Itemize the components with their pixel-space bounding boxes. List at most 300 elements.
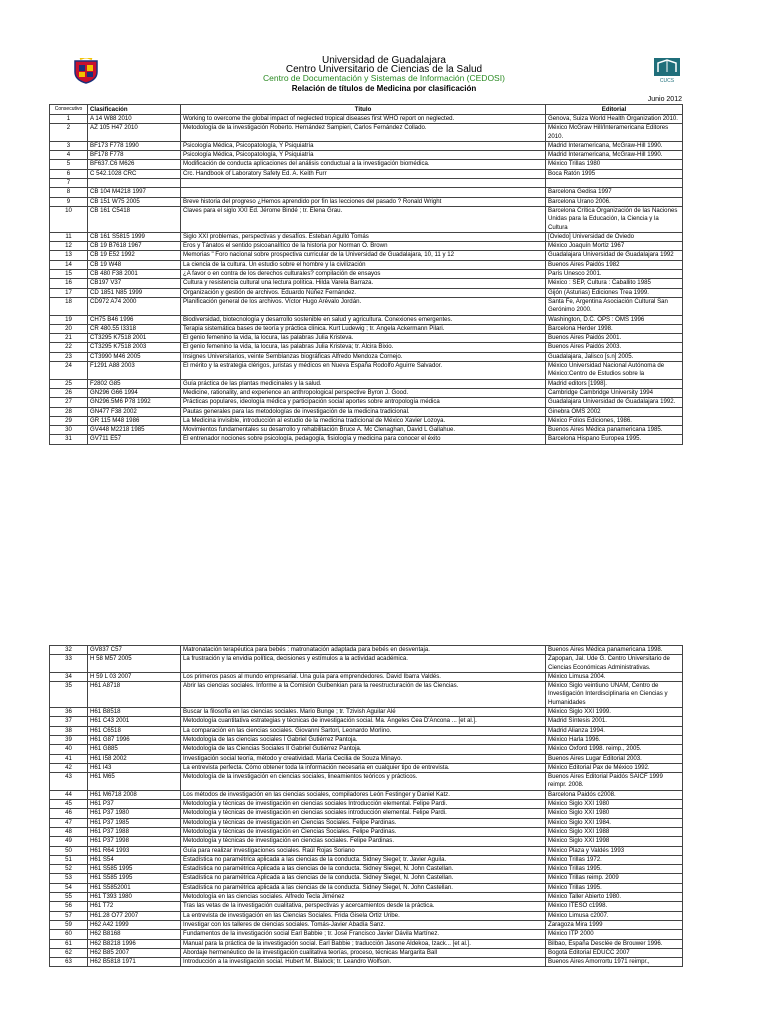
cell-consecutivo: 3	[50, 141, 88, 150]
cell-consecutivo: 8	[50, 188, 88, 197]
table-row	[50, 270, 683, 279]
cell-editorial: México Harla 1996.	[546, 735, 683, 744]
cell-clasificacion	[88, 179, 181, 188]
cell-clasificacion: H61 P37 1988	[88, 827, 181, 836]
cell-clasificacion: H61 R64 1993	[88, 846, 181, 855]
cell-clasificacion: CB 151 W75 2005	[88, 197, 181, 206]
cell-clasificacion: H61 P37 1985	[88, 818, 181, 827]
cell-clasificacion: H61 C6518	[88, 726, 181, 735]
cell-clasificacion: H62 B5818 1971	[88, 958, 181, 967]
table-row	[50, 416, 683, 425]
cell-consecutivo: 10	[50, 206, 88, 232]
report-subtitle: Relación de títulos de Medicina por clasificación	[291, 84, 477, 93]
cell-editorial: México ITESO c1998.	[546, 902, 683, 911]
table-row	[50, 818, 683, 827]
cell-consecutivo: 60	[50, 930, 88, 939]
cell-editorial: México Plaza y Valdés 1993	[546, 846, 683, 855]
cell-consecutivo: 30	[50, 426, 88, 435]
cell-editorial: Guadalajara, Jalisco [s.n] 2005.	[546, 352, 683, 361]
cell-consecutivo: 62	[50, 948, 88, 957]
cell-consecutivo: 5	[50, 160, 88, 169]
cell-clasificacion: CB 161 S5815 1999	[88, 232, 181, 241]
cell-editorial: Madrid Interamericana, McGraw-Hill 1990.	[546, 151, 683, 160]
cell-consecutivo: 9	[50, 197, 88, 206]
cell-consecutivo: 38	[50, 726, 88, 735]
cell-editorial: Genova, Suiza World Health Organization 2010.	[546, 115, 683, 124]
cell-clasificacion: H61 S54	[88, 855, 181, 864]
cell-editorial: Buenos Aires Médica panamericana 1998.	[546, 646, 683, 655]
cell-clasificacion: H62 B85 2007	[88, 948, 181, 957]
cell-clasificacion: H61 S5852001	[88, 883, 181, 892]
cell-titulo: El genio femenino la vida, la locura, las palabras Julia Kristeva; tr. Alcira Bixio.	[181, 343, 546, 352]
cell-titulo: La entrevista perfecta. Cómo obtener toda la información necesaria en cualquier tipo de entrevista.	[181, 763, 546, 772]
table-row	[50, 893, 683, 902]
table-row	[50, 883, 683, 892]
cell-titulo: Metodología de la investigación Roberto. Hernández Sampieri, Carlos Fernández Collado.	[181, 124, 546, 142]
cell-titulo: Estadística no paramétrica aplicada a las ciencias de la conducta. Sidney Siegel; tr. Javier Aguila.	[181, 855, 546, 864]
cell-clasificacion: H62 A42 1999	[88, 920, 181, 929]
cell-clasificacion: CH75 B46 1996	[88, 315, 181, 324]
table-row	[50, 790, 683, 799]
cell-titulo: Insignes Universitarios, veinte Semblanzas biográficas Alfredo Mendoza Cornejo.	[181, 352, 546, 361]
cell-consecutivo: 29	[50, 416, 88, 425]
table-row	[50, 911, 683, 920]
cell-editorial: Madrid Interamericana, McGraw-Hill 1990.	[546, 141, 683, 150]
cell-clasificacion: H61 T72	[88, 902, 181, 911]
cell-clasificacion: A 14 W88 2010	[88, 115, 181, 124]
cell-consecutivo: 56	[50, 902, 88, 911]
logo-text: CUCS	[659, 78, 675, 84]
cell-editorial: México Limusa c2007.	[546, 911, 683, 920]
cell-editorial: Buenos Aires Lugar Editorial 2003.	[546, 754, 683, 763]
table-body	[50, 115, 683, 445]
cell-clasificacion: CB 19 W48	[88, 260, 181, 269]
cell-consecutivo: 20	[50, 324, 88, 333]
cell-editorial: Zaragoza Mira 1999	[546, 920, 683, 929]
cell-editorial: Buenos Aires Editorial Paidós SAICF 1999 reimpr. 2008.	[546, 773, 683, 791]
table-row	[50, 242, 683, 251]
cell-consecutivo: 7	[50, 179, 88, 188]
cell-titulo: Abrir las ciencias sociales. Informe a la Comisión Gulbenkian para la reestructuración de las Ciencias.	[181, 682, 546, 708]
cell-clasificacion: GN296 G66 1994	[88, 388, 181, 397]
cell-editorial: Boca Ratón 1995	[546, 169, 683, 178]
cell-clasificacion: CB 104 M4218 1997	[88, 188, 181, 197]
cell-consecutivo: 53	[50, 874, 88, 883]
cell-titulo: Los métodos de investigación en las ciencias sociales, compiladores León Festinger y Daniel Katz.	[181, 790, 546, 799]
cell-titulo: Metodología cuantitativa estrategias y técnicas de investigación social. Ma. Ángeles Cea D'Ancona ... [et al.].	[181, 717, 546, 726]
cell-consecutivo: 55	[50, 893, 88, 902]
cell-consecutivo: 57	[50, 911, 88, 920]
cell-consecutivo: 13	[50, 251, 88, 260]
cell-consecutivo: 46	[50, 809, 88, 818]
table-row	[50, 773, 683, 791]
table-row	[50, 717, 683, 726]
cell-consecutivo: 33	[50, 655, 88, 673]
table-row	[50, 874, 683, 883]
cell-titulo: Terapia sistemática bases de teoría y práctica clínica. Kurt Ludewig ; tr. Ángela Ackermann Pilari.	[181, 324, 546, 333]
cell-clasificacion: H61 P37	[88, 800, 181, 809]
table-row	[50, 206, 683, 232]
cell-consecutivo: 32	[50, 646, 88, 655]
cell-editorial: Guadalajara Universidad de Guadalajara 1992	[546, 251, 683, 260]
cell-titulo: Estadística no paramétrica Aplicada a las ciencias de la conducta. Sidney Siegel, N. John Castellan.	[181, 865, 546, 874]
cell-editorial: México Trillas 1980	[546, 160, 683, 169]
cell-clasificacion: H61 B8518	[88, 708, 181, 717]
cell-titulo: Psicología Médica, Psicopatología, Y Psiquiatría	[181, 141, 546, 150]
cell-editorial: México Siglo XXI 1988	[546, 827, 683, 836]
cell-consecutivo: 2	[50, 124, 88, 142]
cell-editorial: México : SEP, Cultura : Caballito 1985	[546, 279, 683, 288]
report-date: Junio 2012	[647, 96, 682, 103]
cell-consecutivo: 6	[50, 169, 88, 178]
cell-editorial: México Trillas 1995.	[546, 865, 683, 874]
cell-editorial: México McGraw Hill/Interamericana Editores 2010.	[546, 124, 683, 142]
cell-clasificacion: H61 S585 1995	[88, 865, 181, 874]
table-row	[50, 902, 683, 911]
cell-titulo	[181, 188, 546, 197]
cell-editorial: Bilbao, España Desclée de Brouwer 1996.	[546, 939, 683, 948]
cell-clasificacion: CB 19 E52 1992	[88, 251, 181, 260]
table-row	[50, 260, 683, 269]
cell-titulo: Modificación de conducta aplicaciones del análisis conductual a la investigación biomédica.	[181, 160, 546, 169]
table-row	[50, 939, 683, 948]
table-row	[50, 672, 683, 681]
cell-editorial: Madrid editors [1998].	[546, 379, 683, 388]
table-row	[50, 407, 683, 416]
document-header	[0, 0, 768, 103]
cell-editorial: Santa Fe, Argentina Asociación Cultural San Gerónimo 2000.	[546, 297, 683, 315]
table-row	[50, 827, 683, 836]
cell-titulo: Fundamentos de la investigación social Earl Babbie ; tr. José Francisco Javier Dávila Martínez.	[181, 930, 546, 939]
cell-clasificacion: H61 A8718	[88, 682, 181, 708]
cell-consecutivo: 39	[50, 735, 88, 744]
cell-editorial: Barcelona Urano 2006.	[546, 197, 683, 206]
cell-clasificacion: C 542.1028 CRC	[88, 169, 181, 178]
cell-consecutivo: 50	[50, 846, 88, 855]
table-row	[50, 315, 683, 324]
cell-editorial: Zapopan, Jal. Ude G. Centro Universitario de Ciencias Económicas Administrativas.	[546, 655, 683, 673]
cell-titulo: Abordaje hermenéutico de la investigación cualitativa teorías, proceso, técnicas Margarita Ball	[181, 948, 546, 957]
cell-clasificacion: H61 P37 1980	[88, 809, 181, 818]
cell-editorial: Buenos Aires Amorrortu 1971 reimpr.,	[546, 958, 683, 967]
cell-clasificacion: CR 480.55 I3318	[88, 324, 181, 333]
table-row	[50, 708, 683, 717]
table-row	[50, 754, 683, 763]
cell-editorial: Bogotá Editorial EDUCC 2007	[546, 948, 683, 957]
cell-clasificacion: H61 S585 1995	[88, 874, 181, 883]
table-row	[50, 334, 683, 343]
cell-titulo: Estadística no paramétrica aplicada a las ciencias de la conducta. Sidney Siegel, N. John Castellan.	[181, 883, 546, 892]
cell-clasificacion: CT3990 M46 2005	[88, 352, 181, 361]
cell-consecutivo: 43	[50, 773, 88, 791]
cell-clasificacion: BF173 F778 1990	[88, 141, 181, 150]
cell-editorial: México Siglo veintiuno UNAM, Centro de Investigación Interdisciplinaria en Ciencias y Humanidades	[546, 682, 683, 708]
cell-editorial: México Folios Ediciones, 1986.	[546, 416, 683, 425]
cell-editorial: México Joaquín Mortiz 1967	[546, 242, 683, 251]
cell-consecutivo: 28	[50, 407, 88, 416]
cell-consecutivo: 44	[50, 790, 88, 799]
cell-titulo: Metodología y técnicas de investigación en ciencias sociales introducción elemental. Felipe Pardi.	[181, 809, 546, 818]
table-row	[50, 763, 683, 772]
cell-clasificacion: BF178 F778	[88, 151, 181, 160]
cell-consecutivo: 48	[50, 827, 88, 836]
cell-consecutivo: 54	[50, 883, 88, 892]
cell-consecutivo: 15	[50, 270, 88, 279]
table-row	[50, 865, 683, 874]
cell-editorial: Barcelona Crítica Organización de las Naciones Unidas para la Educación, la Ciencia y la Cultura	[546, 206, 683, 232]
cell-clasificacion: H62 B8218 1996	[88, 939, 181, 948]
table-row	[50, 846, 683, 855]
cell-consecutivo: 35	[50, 682, 88, 708]
cell-clasificacion: H61 G885	[88, 745, 181, 754]
table-row	[50, 948, 683, 957]
table-row	[50, 726, 683, 735]
cell-titulo: Buscar la filosofía en las ciencias sociales. Mario Bunge ; tr. Tzivish Aguilar Alé	[181, 708, 546, 717]
cell-clasificacion: H 59 L 03 2007	[88, 672, 181, 681]
table-row	[50, 435, 683, 444]
cell-clasificacion: H 58 M57 2005	[88, 655, 181, 673]
cell-editorial: Barcelona Herder 1998.	[546, 324, 683, 333]
cell-titulo: Metodología en las ciencias sociales. Alfredo Tecla Jiménez	[181, 893, 546, 902]
cell-titulo	[181, 179, 546, 188]
cell-consecutivo: 17	[50, 288, 88, 297]
table-row	[50, 115, 683, 124]
cell-editorial: México ITP 2000	[546, 930, 683, 939]
table-row	[50, 251, 683, 260]
cell-clasificacion: CB 480 F38 2001	[88, 270, 181, 279]
cell-editorial: Ginebra OMS 2002	[546, 407, 683, 416]
cell-titulo: Tras las vetas de la investigación cualitativa, perspectivas y acercamientos desde la práctica.	[181, 902, 546, 911]
cell-editorial: Gijón (Asturias) Ediciones Trea 1999.	[546, 288, 683, 297]
unit-name: Centro de Documentación y Sistemas de Información (CEDOSI)	[263, 73, 505, 83]
cell-titulo: Siglo XXI problemas, perspectivas y desafíos. Esteban Agulló Tomás	[181, 232, 546, 241]
cell-clasificacion: GN296.5M6 P78 1992	[88, 398, 181, 407]
cell-editorial: México Limusa 2004.	[546, 672, 683, 681]
cell-clasificacion: H61 M65	[88, 773, 181, 791]
cell-titulo: Psicología Médica, Psicopatología, Y Psiquiatría	[181, 151, 546, 160]
cell-consecutivo: 14	[50, 260, 88, 269]
cell-clasificacion: CT3295 K7518 2001	[88, 334, 181, 343]
cell-titulo: Organización y gestión de archivos. Eduardo Núñez Fernández.	[181, 288, 546, 297]
cell-editorial: Cambridge Cambridge University 1994	[546, 388, 683, 397]
cell-titulo: Manual para la práctica de la investigación social. Earl Babbie ; traducción Jasone Aldekoa, Izack... [et al.].	[181, 939, 546, 948]
cell-editorial: México Siglo XXI 1999.	[546, 708, 683, 717]
cell-titulo: La entrevista de investigación en las Ciencias Sociales. Frida Gisela Ortiz Uribe.	[181, 911, 546, 920]
cell-editorial: Buenos Aires Paidós 1982	[546, 260, 683, 269]
cell-titulo: Prácticas populares, ideología médica y participación social aportes sobre antropología médica	[181, 398, 546, 407]
cell-consecutivo: 40	[50, 745, 88, 754]
table-row	[50, 141, 683, 150]
table-row	[50, 197, 683, 206]
cell-clasificacion: CB 19 B7618 1967	[88, 242, 181, 251]
cell-editorial: Buenos Aires Paidós 2003.	[546, 343, 683, 352]
cell-consecutivo: 52	[50, 865, 88, 874]
cell-editorial: Barcelona Paidós c2008.	[546, 790, 683, 799]
table-row	[50, 362, 683, 380]
table-row	[50, 426, 683, 435]
cell-consecutivo: 11	[50, 232, 88, 241]
cell-clasificacion: H62 B8168	[88, 930, 181, 939]
cell-editorial: Barcelona Hispano Europea 1995.	[546, 435, 683, 444]
column-header-titulo: Título	[181, 105, 546, 115]
cell-consecutivo: 45	[50, 800, 88, 809]
table-row	[50, 958, 683, 967]
cell-titulo: Metodología de las ciencias sociales I Gabriel Gutiérrez Pantoja.	[181, 735, 546, 744]
cell-titulo: La comparación en las ciencias sociales. Giovanni Sartori, Leonardo Morlino.	[181, 726, 546, 735]
cell-clasificacion: CT3295 K7518 2003	[88, 343, 181, 352]
cell-titulo: Investigación social teoría, método y creatividad. María Cecilia de Souza Minayo.	[181, 754, 546, 763]
cell-titulo: Metodología de las Ciencias Sociales II Gabriel Gutiérrez Pantoja.	[181, 745, 546, 754]
cell-consecutivo: 25	[50, 379, 88, 388]
cell-clasificacion: F2802 G85	[88, 379, 181, 388]
cell-consecutivo: 27	[50, 398, 88, 407]
cell-editorial: París Unesco 2001.	[546, 270, 683, 279]
table-row	[50, 388, 683, 397]
cell-editorial: México Trillas 1972.	[546, 855, 683, 864]
cell-consecutivo: 41	[50, 754, 88, 763]
cell-consecutivo: 42	[50, 763, 88, 772]
cell-titulo: El entrenador nociones sobre psicología, pedagogía, fisiología y medicina para conocer el éxito	[181, 435, 546, 444]
cell-editorial: Barcelona Gedisa 1997	[546, 188, 683, 197]
cell-titulo: Matronatación terapéutica para bebés : matronatación adaptada para bebés en desventaja.	[181, 646, 546, 655]
table-row	[50, 855, 683, 864]
table-row	[50, 735, 683, 744]
table-row	[50, 160, 683, 169]
cell-consecutivo: 34	[50, 672, 88, 681]
cell-titulo: La Medicina invisible, introducción al estudio de la medicina tradicional de México Xavier Lozoya.	[181, 416, 546, 425]
cell-clasificacion: GR 115 M48 1986	[88, 416, 181, 425]
cell-consecutivo: 36	[50, 708, 88, 717]
cell-titulo: Crc. Handbook of Laboratory Safety Ed. A. Keith Furr	[181, 169, 546, 178]
cell-editorial: México Oxford 1998. reimp., 2005.	[546, 745, 683, 754]
table-row	[50, 232, 683, 241]
cell-titulo: Metodología y técnicas de investigación en Ciencias Sociales. Felipe Pardinas.	[181, 827, 546, 836]
cell-titulo: Eros y Tánatos el sentido psicoanalítico de la historia por Norman O. Brown	[181, 242, 546, 251]
table-row	[50, 379, 683, 388]
cell-consecutivo: 16	[50, 279, 88, 288]
cell-consecutivo: 63	[50, 958, 88, 967]
cell-consecutivo: 23	[50, 352, 88, 361]
cell-editorial: México Trillas reimp. 2009	[546, 874, 683, 883]
cell-titulo: Planificación general de los archivos. Víctor Hugo Arévalo Jordán.	[181, 297, 546, 315]
cell-clasificacion: CD 1851 N85 1999	[88, 288, 181, 297]
cell-editorial: México Siglo XXI 1980	[546, 809, 683, 818]
cell-titulo: El genio femenino la vida, la locura, las palabras Julia Kristeva.	[181, 334, 546, 343]
table-row	[50, 646, 683, 655]
cell-titulo: Investigar con los talleres de ciencias sociales. Tomás-Javier Abadía Sanz.	[181, 920, 546, 929]
table-row	[50, 398, 683, 407]
table-row	[50, 288, 683, 297]
cell-titulo: Metodología y técnicas de investigación en ciencias sociales Introducción elemental. Felipe Pardi.	[181, 800, 546, 809]
table-row	[50, 151, 683, 160]
cell-titulo: La frustración y la envidia política, decisiones y estímulos a la actividad académica.	[181, 655, 546, 673]
cell-clasificacion: BF637.C6 M626	[88, 160, 181, 169]
cell-editorial: México Taller Abierto 1980.	[546, 893, 683, 902]
column-header-consecutivo: Consecutivo	[50, 105, 88, 115]
cell-consecutivo: 59	[50, 920, 88, 929]
cell-clasificacion: GV711 E57	[88, 435, 181, 444]
cell-titulo: Metodología y técnicas de investigación en Ciencias Sociales. Felipe Pardinas.	[181, 818, 546, 827]
cell-titulo: ¿A favor o en contra de los derechos culturales? compilación de ensayos	[181, 270, 546, 279]
column-header-clasificacion: Clasificación	[88, 105, 181, 115]
cell-consecutivo: 51	[50, 855, 88, 864]
cell-titulo: Breve historia del progreso ¿Hemos aprendido por fin las lecciones del pasado ? Ronald Wright	[181, 197, 546, 206]
table-row	[50, 279, 683, 288]
cell-titulo: Metodología y técnicas de investigación en ciencias sociales. Felipe Pardinas.	[181, 837, 546, 846]
cell-editorial: [Oviedo] Universidad de Oviedo	[546, 232, 683, 241]
table-body	[50, 646, 683, 967]
cell-clasificacion: H61.28 O77 2007	[88, 911, 181, 920]
table-row	[50, 920, 683, 929]
catalog-table-bottom	[49, 645, 683, 967]
cell-titulo: Introducción a la investigación social. Hubert M. Blalock; tr. Leandro Wolfson.	[181, 958, 546, 967]
cell-consecutivo: 4	[50, 151, 88, 160]
table-row	[50, 655, 683, 673]
table-header-row	[50, 105, 683, 115]
table-row	[50, 343, 683, 352]
cell-titulo: Metodología de la investigación en ciencias sociales, lineamientos teóricos y prácticos.	[181, 773, 546, 791]
cell-titulo: Guía práctica de las plantas medicinales y la salud.	[181, 379, 546, 388]
cell-consecutivo: 21	[50, 334, 88, 343]
table-row	[50, 188, 683, 197]
cell-editorial: México Siglo XXI 1998	[546, 837, 683, 846]
cell-editorial: Washington, D.C. OPS : OMS 1996	[546, 315, 683, 324]
cell-editorial: México Editorial Pax de México 1992.	[546, 763, 683, 772]
cell-titulo: Los primeros pasos al mundo empresarial. Una guía para emprendedores. David Ibarra Valdés.	[181, 672, 546, 681]
cell-consecutivo: 22	[50, 343, 88, 352]
cell-titulo: Medicine, rationality, and experience an anthropological perspective Byron J. Good.	[181, 388, 546, 397]
cell-editorial: Buenos Aires Paidós 2001.	[546, 334, 683, 343]
cell-clasificacion: CB197 V37	[88, 279, 181, 288]
table-row	[50, 809, 683, 818]
cell-titulo: Working to overcome the global impact of neglected tropical diseases first WHO report on neglected.	[181, 115, 546, 124]
cell-consecutivo: 26	[50, 388, 88, 397]
cell-editorial: Guadalajara Universidad de Guadalajara 1992.	[546, 398, 683, 407]
cell-editorial: México Universidad Nacional Autónoma de México:Centro de Estudios sobre la	[546, 362, 683, 380]
cell-titulo: Estadística no paramétrica Aplicada a las ciencias de la conducta. Sidney Siegel, N. John Castellan.	[181, 874, 546, 883]
column-header-editorial: Editorial	[546, 105, 683, 115]
cell-titulo: Biodiversidad, biotecnología y desarrollo sostenible en salud y agricultura. Conexiones emergentes.	[181, 315, 546, 324]
cell-consecutivo: 24	[50, 362, 88, 380]
cell-consecutivo: 1	[50, 115, 88, 124]
cell-editorial: Madrid Alianza 1994.	[546, 726, 683, 735]
cell-consecutivo: 19	[50, 315, 88, 324]
table-row	[50, 745, 683, 754]
table-row	[50, 800, 683, 809]
table-row	[50, 324, 683, 333]
cell-titulo: Claves para el siglo XXI Ed. Jérome Bindé ; tr. Elena Grau.	[181, 206, 546, 232]
table-row	[50, 682, 683, 708]
cell-clasificacion: H61 I58 2002	[88, 754, 181, 763]
cell-consecutivo: 37	[50, 717, 88, 726]
cell-clasificacion: H61 P37 1998	[88, 837, 181, 846]
cell-clasificacion: GV837 C57	[88, 646, 181, 655]
cell-clasificacion: H61 I43	[88, 763, 181, 772]
cell-editorial: México Siglo XXI 1984.	[546, 818, 683, 827]
cell-clasificacion: CD972 A74 2000	[88, 297, 181, 315]
cell-titulo: Pautas generales para las metodologías de investigación de la medicina tradicional.	[181, 407, 546, 416]
cell-clasificacion: H61 T393 1980	[88, 893, 181, 902]
cell-consecutivo: 47	[50, 818, 88, 827]
table-row	[50, 930, 683, 939]
catalog-table-top	[49, 104, 683, 445]
cell-clasificacion: H61 M6718 2008	[88, 790, 181, 799]
cell-clasificacion: AZ 105 H47 2010	[88, 124, 181, 142]
cell-editorial: México Siglo XXI 1980	[546, 800, 683, 809]
cell-consecutivo: 61	[50, 939, 88, 948]
university-name: Universidad de Guadalajara	[322, 55, 446, 66]
cell-titulo: El mérito y la estrategia clérigos, juristas y médicos en Nueva España Rodolfo Aguirre Salvador.	[181, 362, 546, 380]
